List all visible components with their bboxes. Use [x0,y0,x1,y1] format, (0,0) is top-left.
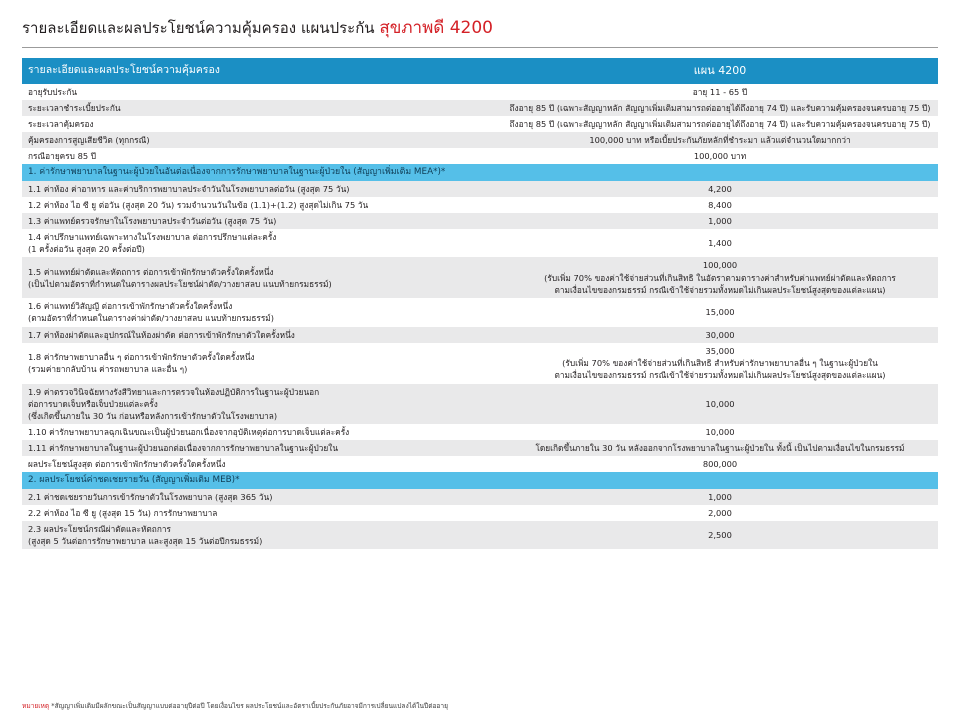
coverage-value-text: 800,000 [702,458,738,469]
coverage-item-label [22,84,502,100]
table-row [22,440,938,456]
coverage-value-number: 100,000 [702,260,738,271]
coverage-item-label [22,116,502,132]
coverage-value-text: 2,500 [708,529,732,540]
table-row [22,327,938,343]
table-row [22,489,938,505]
table-row [22,148,938,164]
coverage-item-label-line: คุ้มครองการสูญเสียชีวิต (ทุกกรณี) [28,135,150,146]
coverage-item-value [502,116,938,132]
coverage-item-value [502,489,938,505]
coverage-item-label-line: ระยะเวลาคุ้มครอง [28,119,94,130]
footnote-text: *สัญญาเพิ่มเติมมีผลักขณะเป็นสัญญาแบบต่ออายุปีต่อปี โดยเงื่อนไขร ผลประโยชน์และอัตราเบี้ยประกันภัยอาจมีการเปลี่ยนแปลงได้ในปีต่ออายุ [51,702,448,711]
coverage-item-label-line: 2.1 ค่าชดเชยรายวันการเข้ารักษาตัวในโรงพยาบาล (สูงสุด 365 วัน) [28,491,273,502]
coverage-item-label-line: 2.3 ผลประโยชน์กรณีผ่าตัดและหัตถการ [28,523,171,534]
coverage-value-note: (รับเพิ่ม 70% ของค่าใช้จ่ายส่วนที่เกินสิทธิ สำหรับค่ารักษาพยาบาลอื่น ๆ ในฐานะผู้ป่วยใน [562,357,878,368]
coverage-item-sublabel: (สูงสุด 5 วันต่อการรักษาพยาบาล และสูงสุด 15 วันต่อปีกรมธรรม์) [28,535,263,546]
coverage-value-text: 15,000 [705,307,735,318]
coverage-value-note: ตามเงื่อนไขของกรมธรรม์ กรณีเข้าใช้จ่ายรวมทั้งหมดไม่เกินผลประโยชน์สูงสุดของแต่ละแผน) [554,285,886,296]
coverage-item-value [502,456,938,472]
page-title [22,0,938,47]
coverage-value-text: อายุ 11 - 65 ปี [692,87,748,97]
table-row [22,116,938,132]
section-title: 2. ผลประโยชน์ค่าชดเชยรายวัน (สัญญาเพิ่มเติม MEB)* [22,472,502,489]
coverage-item-label [22,440,502,456]
coverage-item-sublabel: (ตามอัตราที่กำหนดในตารางค่าผ่าตัด/วางยาสลบ แนบท้ายกรมธรรม์) [28,313,275,324]
coverage-item-label [22,213,502,229]
coverage-item-sublabel: (1 ครั้งต่อวัน สูงสุด 20 ครั้งต่อปี) [28,244,145,255]
coverage-item-label [22,489,502,505]
coverage-item-value [502,298,938,326]
coverage-value-note: (รับเพิ่ม 70% ของค่าใช้จ่ายส่วนที่เกินสิทธิ ในอัตราตามตารางค่าสำหรับค่าแพทย์ผ่าตัดและหัตถการ [544,272,896,283]
table-row [22,424,938,440]
coverage-value-text: 4,200 [708,184,732,195]
coverage-value-text: 10,000 [705,426,735,437]
title-divider [22,47,938,48]
coverage-value-text: 2,000 [708,507,732,518]
coverage-value-text: 1,400 [708,238,732,249]
coverage-item-label [22,327,502,343]
table-header-right: แผน 4200 [502,58,938,84]
coverage-item-value [502,84,938,100]
coverage-value-text: 1,000 [708,491,732,502]
footnote [22,702,938,712]
coverage-item-value [502,505,938,521]
page-title-plan: สุขภาพดี 4200 [379,18,493,38]
coverage-item-label [22,100,502,116]
coverage-item-value [502,343,938,384]
coverage-item-label-line: 1.2 ค่าห้อง ไอ ซี ยู ต่อวัน (สูงสุด 20 วัน) รวมจำนวนวันในข้อ (1.1)+(1.2) สูงสุดไม่เกิน 75 วัน [28,200,369,211]
coverage-value-block [508,345,932,382]
coverage-item-sublabel: (เป็นไปตามอัตราที่กำหนดในตารางผลประโยชน์ผ่าตัด/วางยาสลบ แนบท้ายกรมธรรม์) [28,278,332,289]
coverage-item-label-line: 1.11 ค่ารักษาพยาบาลในฐานะผู้ป่วยนอกต่อเนื่องจากการรักษาพยาบาลในฐานะผู้ป่วยใน [28,442,339,453]
coverage-value-block [508,259,932,296]
coverage-item-label [22,197,502,213]
coverage-item-label [22,148,502,164]
table-row [22,343,938,384]
table-row [22,257,938,298]
coverage-item-label [22,384,502,424]
table-row [22,229,938,257]
coverage-value-note: ตามเงื่อนไขของกรมธรรม์ กรณีเข้าใช้จ่ายรวมทั้งหมดไม่เกินผลประโยชน์สูงสุดของแต่ละแผน) [554,370,886,381]
coverage-item-value [502,229,938,257]
coverage-item-label [22,132,502,148]
coverage-value-text: ถึงอายุ 85 ปี (เฉพาะสัญญาหลัก สัญญาเพิ่มเติมสามารถต่ออายุได้ถึงอายุ 74 ปี) และรับความคุ้มครองจนครบอายุ 75 ปี) [509,103,931,114]
coverage-item-label-line: 1.3 ค่าแพทย์ตรวจรักษาในโรงพยาบาลประจำวันต่อวัน (สูงสุด 75 วัน) [28,216,277,227]
coverage-item-label [22,343,502,384]
coverage-item-label-line: ผลประโยชน์สูงสุด ต่อการเข้าพักรักษาตัวครั้งใดครั้งหนึ่ง [28,458,226,469]
coverage-item-label [22,424,502,440]
coverage-item-value [502,424,938,440]
coverage-item-value [502,132,938,148]
section-title: 1. ค่ารักษาพยาบาลในฐานะผู้ป่วยในอันต่อเนื่องจากการรักษาพยาบาลในฐานะผู้ป่วยใน (สัญญาเพิ่มเติม MEA*)* [22,164,502,181]
coverage-item-label-line: กรณีอายุครบ 85 ปี [28,151,97,162]
table-row [22,298,938,326]
coverage-item-label [22,456,502,472]
table-row [22,84,938,100]
table-row [22,197,938,213]
coverage-item-value [502,148,938,164]
coverage-item-label-line: ระยะเวลาชำระเบี้ยประกัน [28,103,121,114]
coverage-item-value [502,440,938,456]
coverage-value-text: 10,000 [705,398,735,409]
coverage-item-sublabel: ต่อการบาดเจ็บหรือเจ็บป่วยแต่ละครั้ง [28,398,158,409]
coverage-value-text: ถึงอายุ 85 ปี (เฉพาะสัญญาหลัก สัญญาเพิ่มเติมสามารถต่ออายุได้ถึงอายุ 74 ปี) และรับความคุ้มครองจนครบอายุ 75 ปี) [509,119,931,130]
coverage-value-number: 35,000 [705,345,735,356]
coverage-table-body [22,58,938,549]
coverage-item-label [22,229,502,257]
coverage-item-label-line: 1.4 ค่าปรึกษาแพทย์เฉพาะทางในโรงพยาบาล ต่อการปรึกษาแต่ละครั้ง [28,232,277,243]
coverage-value-text: 100,000 บาท [693,151,747,162]
page-title-main: รายละเอียดและผลประโยชน์ความคุ้มครอง แผนประกัน [22,19,380,37]
coverage-item-sublabel: (รวมค่ายากลับบ้าน ค่ารถพยาบาล และอื่น ๆ) [28,364,188,375]
coverage-item-value [502,257,938,298]
coverage-value-text: 100,000 บาท หรือเบี้ยประกันภัยหลักที่ชำระมา แล้วแต่จำนวนใดมากกว่า [589,135,851,146]
coverage-item-label [22,521,502,549]
footnote-label: หมายเหตุ [22,702,50,711]
coverage-item-label-line: 1.8 ค่ารักษาพยาบาลอื่น ๆ ต่อการเข้าพักรักษาตัวครั้งใดครั้งหนึ่ง [28,352,255,363]
section-value [502,472,938,489]
coverage-value-text: 1,000 [708,216,732,227]
coverage-item-label-line: 1.1 ค่าห้อง ค่าอาหาร และค่าบริการพยาบาลประจำวันในโรงพยาบาลต่อวัน (สูงสุด 75 วัน) [28,184,350,195]
coverage-item-value [502,327,938,343]
table-row [22,132,938,148]
table-section-row [22,472,938,489]
table-row [22,384,938,424]
table-row [22,181,938,197]
coverage-item-value [502,521,938,549]
coverage-value-text: โดยเกิดขึ้นภายใน 30 วัน หลังออกจากโรงพยาบาลในฐานะผู้ป่วยใน ทั้งนี้ เป็นไปตามเงื่อนไขในกรมธรรม์ [535,442,905,453]
coverage-item-label-line: 1.6 ค่าแพทย์วิสัญญี ต่อการเข้าพักรักษาตัวครั้งใดครั้งหนึ่ง [28,301,233,312]
coverage-item-label [22,298,502,326]
coverage-item-value [502,197,938,213]
coverage-item-value [502,181,938,197]
table-header-row [22,58,938,84]
table-row [22,505,938,521]
coverage-item-label-line: 1.5 ค่าแพทย์ผ่าตัดและหัตถการ ต่อการเข้าพักรักษาตัวครั้งใดครั้งหนึ่ง [28,266,274,277]
table-row [22,213,938,229]
table-row [22,521,938,549]
table-row [22,100,938,116]
coverage-item-sublabel: (ซึ่งเกิดขึ้นภายใน 30 วัน ก่อนหรือหลังการเข้ารักษาตัวในโรงพยาบาล) [28,410,278,421]
section-value [502,164,938,181]
coverage-item-label-line: อายุรับประกัน [28,87,78,97]
coverage-item-label-line: 2.2 ค่าห้อง ไอ ซี ยู (สูงสุด 15 วัน) การรักษาพยาบาล [28,507,218,518]
coverage-value-text: 8,400 [708,200,732,211]
table-section-row [22,164,938,181]
table-header-left: รายละเอียดและผลประโยชน์ความคุ้มครอง [22,58,502,84]
coverage-item-value [502,213,938,229]
coverage-item-label-line: 1.7 ค่าห้องผ่าตัดและอุปกรณ์ในห้องผ่าตัด ต่อการเข้าพักรักษาตัวใดครั้งหนึ่ง [28,329,295,340]
coverage-table [22,58,938,549]
coverage-item-label-line: 1.10 ค่ารักษาพยาบาลฉุกเฉินขณะเป็นผู้ป่วยนอกเนื่องจากอุบัติเหตุต่อการบาดเจ็บแต่ละครั้ง [28,426,350,437]
coverage-item-label [22,505,502,521]
table-row [22,456,938,472]
coverage-item-label [22,257,502,298]
coverage-item-label [22,181,502,197]
coverage-item-value [502,384,938,424]
coverage-item-label-line: 1.9 ค่าตรวจวินิจฉัยทางรังสีวิทยาและการตรวจในห้องปฏิบัติการในฐานะผู้ป่วยนอก [28,386,320,397]
coverage-value-text: 30,000 [705,329,735,340]
coverage-item-value [502,100,938,116]
